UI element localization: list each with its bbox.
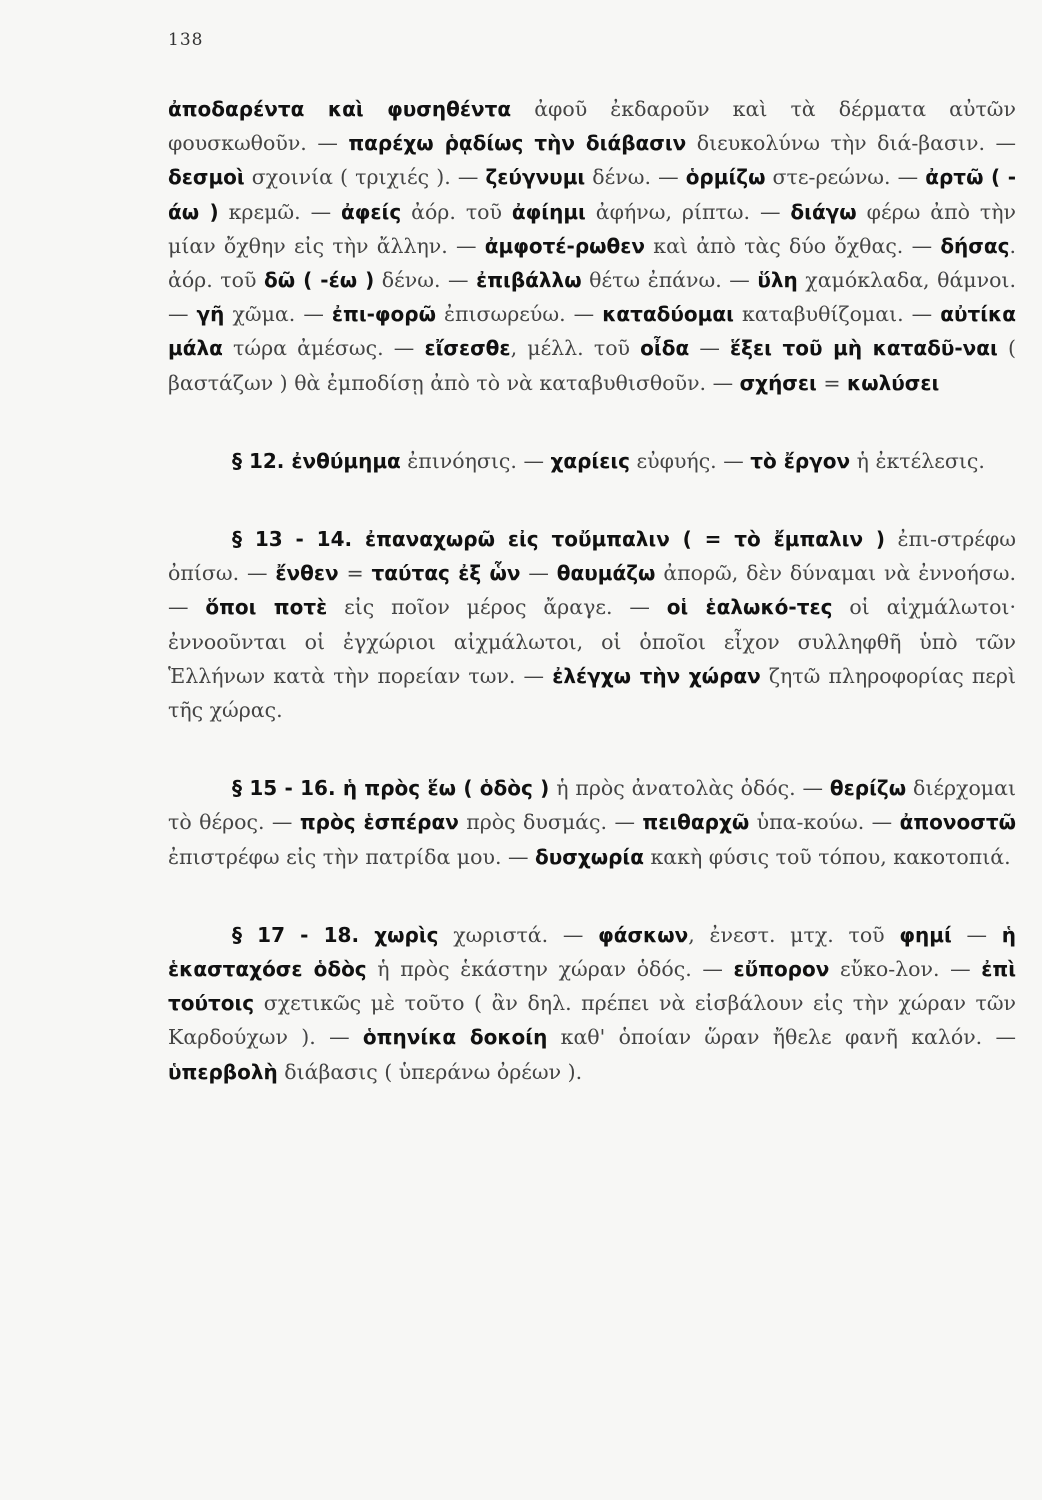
gloss: , μέλλ. τοῦ: [510, 336, 641, 361]
headword: ἀρτῶ ( -άω ): [168, 165, 1016, 224]
gloss: ἀπορῶ, δὲν δύναμαι νὰ ἐννοήσω. —: [168, 561, 1016, 620]
gloss: διάβασις ( ὑπεράνω ὀρέων ).: [277, 1059, 583, 1084]
headword: ἐλέγχω τὴν χώραν: [552, 663, 761, 688]
headword: ἐπιβάλλω: [476, 268, 582, 293]
gloss: —: [689, 336, 731, 361]
headword: § 15 - 16. ἡ πρὸς ἕω ( ὁδὸς ): [232, 776, 550, 801]
headword: δῶ ( -έω ): [264, 268, 375, 293]
headword: φάσκων: [598, 922, 689, 947]
headword: ἀφείς: [341, 199, 402, 224]
gloss: ὑπα-κούω. —: [749, 810, 900, 835]
glossary-paragraph: [168, 771, 1016, 874]
headword: εἴσεσθε: [424, 336, 511, 361]
gloss: πρὸς δυσμάς. —: [458, 810, 643, 835]
gloss: δένω. —: [374, 268, 477, 293]
headword: κωλύσει: [847, 370, 940, 395]
gloss: θέτω ἐπάνω. —: [581, 268, 758, 293]
glossary-paragraph: [168, 92, 1016, 400]
gloss: ἐπινόησις. —: [400, 448, 551, 473]
glossary-paragraph: [168, 522, 1016, 727]
gloss: διευκολύνω τὴν διά-βασιν. —: [686, 131, 1016, 156]
gloss: ἀφοῦ ἐκδαροῦν καὶ τὰ δέρματα αὐτῶν φουσκωθοῦν. —: [168, 97, 1016, 156]
headword: αὐτίκα μάλα: [168, 302, 1016, 361]
gloss: εἰς ποῖον μέρος ἄραγε. —: [327, 595, 667, 620]
page-number: 138: [168, 30, 204, 50]
gloss: =: [816, 370, 848, 395]
gloss: ἐπισωρεύω. —: [436, 302, 603, 327]
gloss: χαμόκλαδα, θάμνοι. —: [168, 268, 1016, 327]
gloss: =: [338, 561, 372, 586]
headword: ζεύγνυμι: [485, 165, 586, 190]
headword: ἐπὶ τούτοις: [168, 957, 1016, 1016]
gloss: διέρχομαι τὸ θέρος. —: [168, 776, 1016, 835]
gloss: εὐφυής. —: [630, 448, 751, 473]
headword: παρέχω ῥᾳδίως τὴν διάβασιν: [348, 131, 687, 156]
gloss: εὔκο-λον. —: [829, 957, 982, 982]
headword: εὔπορον: [733, 957, 830, 982]
headword: χαρίεις: [550, 448, 630, 473]
glossary-text: [168, 92, 1016, 1133]
gloss: , ἐνεστ. μτχ. τοῦ: [688, 922, 900, 947]
gloss: ἀφήνω, ρίπτω. —: [585, 199, 791, 224]
gloss: ἡ πρὸς ἀνατολὰς ὁδός. —: [549, 776, 830, 801]
gloss: καθ' ὁποίαν ὥραν ἤθελε φανῆ καλόν. —: [547, 1025, 1016, 1050]
headword: διάγω: [790, 199, 857, 224]
gloss: καταβυθίζομαι. —: [733, 302, 941, 327]
headword: ἀποδαρέντα καὶ φυσηθέντα: [168, 97, 512, 121]
headword: § 12. ἐνθύμημα: [232, 448, 401, 473]
headword: θερίζω: [829, 776, 907, 801]
headword: ἐπι-φορῶ: [331, 302, 436, 327]
headword: θαυμάζω: [556, 561, 656, 586]
headword: ὑπερβολὴ: [168, 1059, 278, 1084]
headword: ὕλη: [757, 268, 798, 293]
gloss: σχετικῶς μὲ τοῦτο ( ἂν δηλ. πρέπει νὰ εἰσβάλουν εἰς τὴν χώραν τῶν Καρδούχων ). —: [168, 991, 1016, 1050]
headword: τὸ ἔργον: [750, 448, 851, 473]
gloss: στε-ρεώνω. —: [765, 165, 926, 190]
gloss: ἡ πρὸς ἑκάστην χώραν ὁδός. —: [366, 957, 734, 982]
headword: γῆ: [196, 302, 225, 327]
gloss: χωριστά. —: [438, 922, 599, 947]
gloss: —: [951, 922, 1002, 947]
headword: ὅποι ποτὲ: [205, 595, 328, 620]
gloss: ζητῶ πληροφορίας περὶ τῆς χώρας.: [168, 663, 1017, 723]
gloss: ἐπι-στρέφω ὀπίσω. —: [168, 527, 1016, 586]
headword: ταύτας ἐξ ὧν: [371, 561, 521, 586]
gloss: —: [520, 561, 557, 586]
gloss: οἱ αἰχμάλωτοι· ἐννοοῦνται οἱ ἐγχώριοι αἰχμάλωτοι, οἱ ὁποῖοι εἶχον συλληφθῆ ὑπὸ τῶν Ἑλλήνων κατὰ τὴν πορείαν των. —: [168, 595, 1016, 688]
headword: καταδύομαι: [602, 302, 734, 327]
headword: ὁρμίζω: [685, 165, 766, 190]
gloss: χῶμα. —: [224, 302, 332, 327]
gloss: ἡ ἐκτέλεσις.: [850, 448, 985, 473]
headword: ὁπηνίκα δοκοίη: [362, 1025, 548, 1050]
headword: ἀμφοτέ-ρωθεν: [484, 233, 646, 258]
headword: πειθαρχῶ: [642, 810, 750, 835]
gloss: ( βαστάζων ) θὰ ἐμποδίσῃ ἀπὸ τὸ νὰ καταβυθισθοῦν. —: [168, 336, 1017, 395]
headword: § 17 - 18. χωρὶς: [232, 922, 439, 947]
headword: ἔνθεν: [275, 561, 339, 586]
gloss: σχοινία ( τριχιές ). —: [244, 165, 486, 190]
gloss: κακὴ φύσις τοῦ τόπου, κακοτοπιά.: [643, 844, 1011, 869]
gloss: κρεμῶ. —: [218, 199, 342, 224]
glossary-paragraph: [168, 918, 1016, 1089]
headword: πρὸς ἑσπέραν: [299, 810, 459, 835]
headword: οἶδα: [640, 336, 690, 361]
gloss: δένω. —: [585, 165, 686, 190]
headword: δεσμοὶ: [168, 165, 245, 190]
glossary-paragraph: [168, 444, 1016, 478]
headword: οἱ ἑαλωκό-τες: [666, 595, 833, 620]
gloss: . ἀόρ. τοῦ: [168, 233, 1016, 293]
gloss: ἐπιστρέφω εἰς τὴν πατρίδα μου. —: [168, 844, 535, 869]
headword: ἡ ἑκασταχόσε ὁδὸς: [168, 922, 1016, 982]
gloss: τώρα ἀμέσως. —: [222, 336, 425, 361]
headword: δήσας: [940, 233, 1010, 258]
headword: ἀφίημι: [511, 199, 586, 224]
headword: ἕξει τοῦ μὴ καταδῦ-ναι: [730, 336, 998, 361]
headword: δυσχωρία: [535, 844, 644, 869]
headword: § 13 - 14. ἐπαναχωρῶ εἰς τοὔμπαλιν ( = τὸ ἔμπαλιν ): [232, 527, 886, 552]
gloss: καὶ ἀπὸ τὰς δύο ὄχθας. —: [645, 233, 941, 258]
gloss: ἀόρ. τοῦ: [401, 199, 512, 224]
headword: φημί: [899, 922, 952, 947]
headword: ἀπονοστῶ: [899, 810, 1016, 835]
gloss: φέρω ἀπὸ τὴν μίαν ὄχθην εἰς τὴν ἄλλην. —: [168, 199, 1016, 258]
headword: σχήσει: [739, 370, 817, 395]
